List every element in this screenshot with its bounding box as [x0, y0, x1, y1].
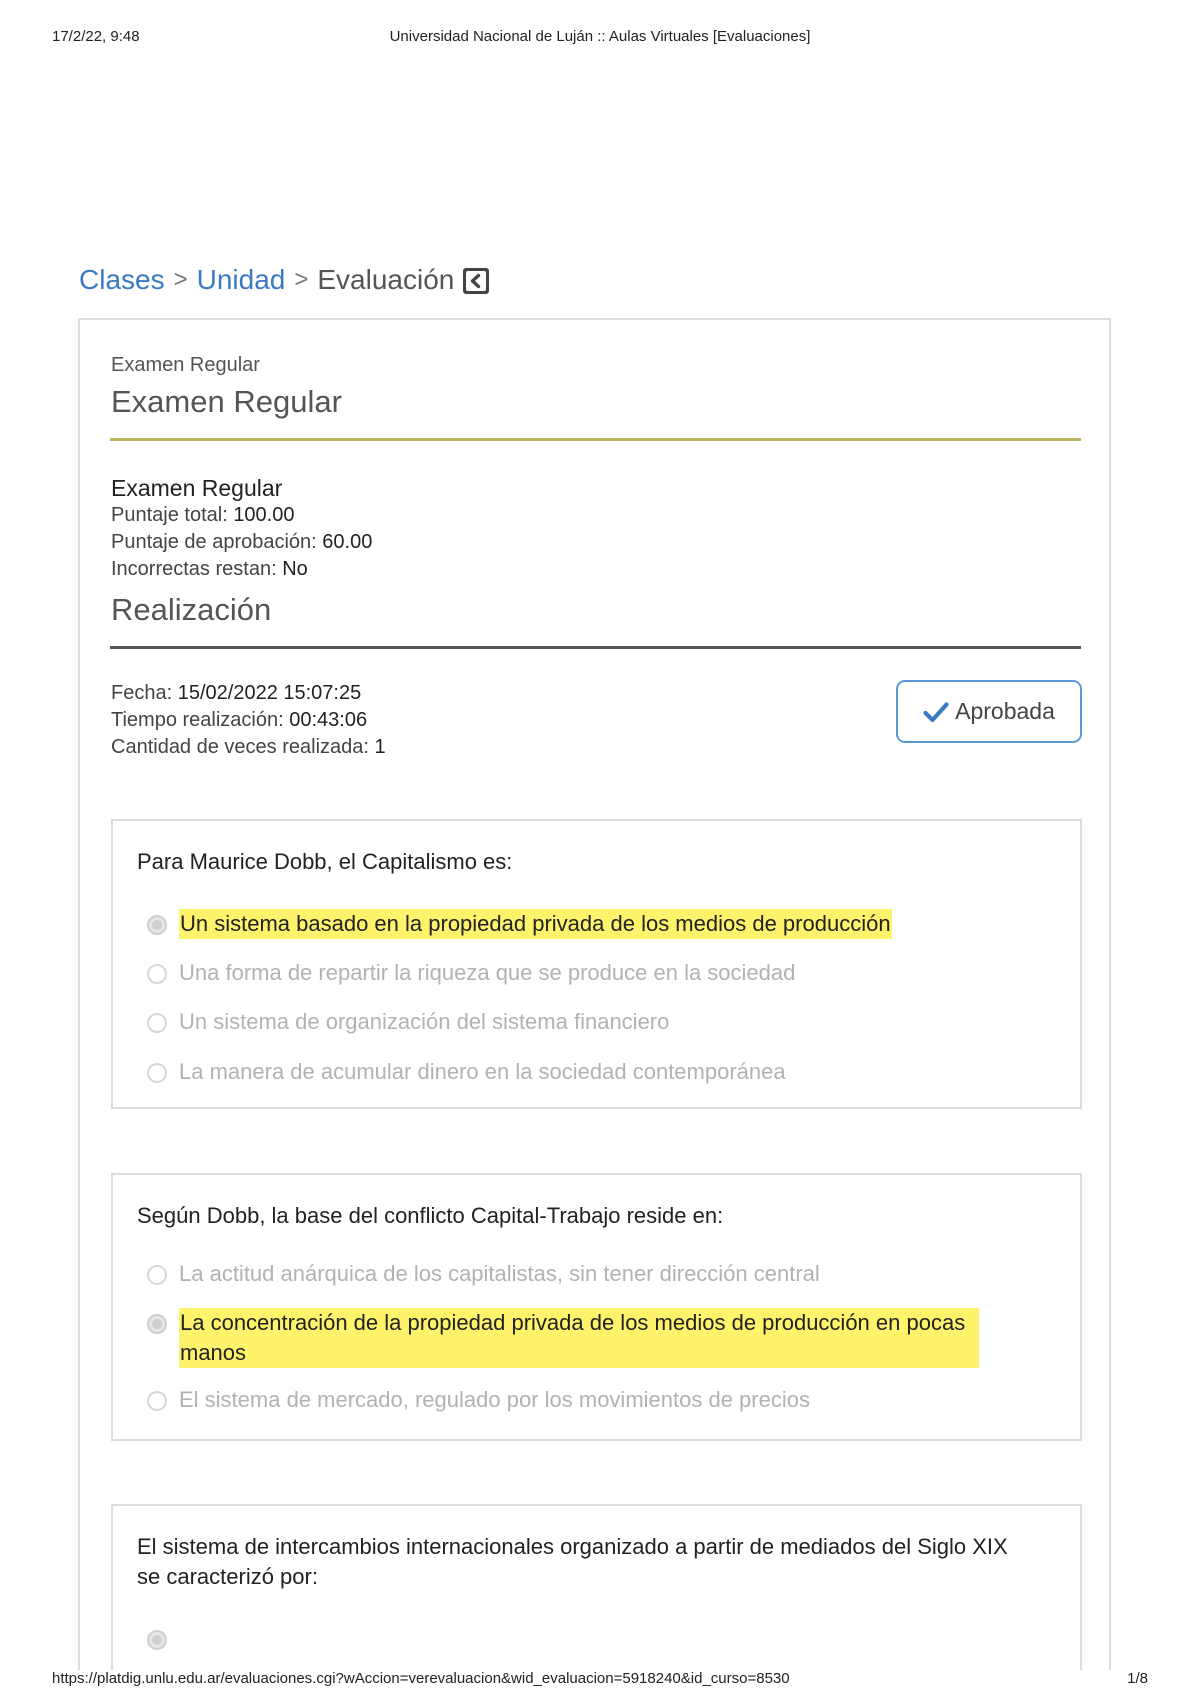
status-label: Aprobada: [955, 698, 1055, 724]
print-date: 17/2/22, 9:48: [52, 28, 140, 45]
realizacion-info: [111, 680, 386, 761]
incorrectas-value: No: [282, 558, 308, 580]
puntaje-aprobacion-row: [111, 529, 372, 556]
radio-icon[interactable]: [147, 1391, 167, 1411]
tiempo-row: [111, 707, 386, 734]
puntaje-total-label: Puntaje total:: [111, 504, 228, 526]
cantidad-value: 1: [374, 736, 386, 758]
print-page-title: Universidad Nacional de Luján :: Aulas Virtuales [Evaluaciones]: [389, 28, 811, 45]
exam-info-heading: Examen Regular: [111, 475, 283, 501]
tiempo-value: 00:43:06: [289, 709, 368, 731]
question-card: [111, 1504, 1082, 1670]
question-card: [111, 1173, 1082, 1441]
print-footer: [52, 1670, 1148, 1690]
exam-info: [111, 474, 372, 583]
radio-icon[interactable]: [147, 1063, 167, 1083]
realizacion-divider: [110, 646, 1081, 649]
page-number: 1/8: [1127, 1670, 1148, 1687]
status-aprobada-button[interactable]: [896, 680, 1082, 743]
title-divider: [110, 438, 1081, 441]
breadcrumb-current: Evaluación: [317, 264, 455, 295]
answer-text: Un sistema de organización del sistema financiero: [179, 1009, 670, 1034]
answer-option[interactable]: [147, 1007, 1020, 1037]
incorrectas-label: Incorrectas restan:: [111, 558, 277, 580]
answer-option-selected[interactable]: [147, 1624, 1020, 1650]
breadcrumb-separator: >: [294, 266, 309, 293]
tiempo-label: Tiempo realización:: [111, 709, 284, 731]
puntaje-total-row: [111, 502, 372, 529]
puntaje-aprobacion-value: 60.00: [322, 531, 373, 553]
answer-text: La manera de acumular dinero en la sociedad contemporánea: [179, 1059, 786, 1084]
question-text: Según Dobb, la base del conflicto Capital-Trabajo reside en:: [137, 1203, 724, 1228]
answer-option[interactable]: [147, 1057, 1020, 1087]
radio-selected-icon[interactable]: [147, 915, 167, 935]
print-header: [52, 28, 1148, 50]
back-icon[interactable]: [463, 268, 489, 294]
answer-text: La actitud anárquica de los capitalistas, sin tener dirección central: [179, 1261, 820, 1286]
answer-text: El sistema de mercado, regulado por los movimientos de precios: [179, 1387, 810, 1412]
answer-option[interactable]: [147, 1259, 1020, 1289]
radio-icon[interactable]: [147, 1013, 167, 1033]
question-text: El sistema de intercambios internacionales organizado a partir de mediados del Siglo XIX se caracterizó por:: [137, 1534, 1008, 1589]
fecha-row: [111, 680, 386, 707]
fecha-label: Fecha:: [111, 682, 173, 704]
question-text: Para Maurice Dobb, el Capitalismo es:: [137, 849, 513, 874]
cantidad-row: [111, 734, 386, 761]
answer-option[interactable]: [147, 1385, 1020, 1415]
cantidad-label: Cantidad de veces realizada:: [111, 736, 369, 758]
question-card: [111, 819, 1082, 1109]
answer-option-selected[interactable]: [147, 909, 1020, 939]
breadcrumb-unidad-link[interactable]: Unidad: [196, 264, 286, 295]
radio-icon[interactable]: [147, 1265, 167, 1285]
evaluation-panel: [78, 318, 1111, 1670]
incorrectas-row: [111, 556, 372, 583]
radio-selected-icon[interactable]: [147, 1630, 167, 1650]
breadcrumb-separator: >: [173, 266, 188, 293]
answer-text: La concentración de la propiedad privada de los medios de producción en pocas manos: [179, 1308, 979, 1368]
radio-icon[interactable]: [147, 964, 167, 984]
puntaje-aprobacion-label: Puntaje de aprobación:: [111, 531, 317, 553]
exam-subtitle: Examen Regular: [111, 354, 260, 376]
exam-title: Examen Regular: [111, 384, 342, 419]
breadcrumb-clases-link[interactable]: Clases: [79, 264, 165, 295]
print-url: https://platdig.unlu.edu.ar/evaluaciones.cgi?wAccion=verevaluacion&wid_evaluacion=5918240&id_curso=8530: [52, 1670, 790, 1687]
answer-text: Un sistema basado en la propiedad privada de los medios de producción: [179, 909, 892, 939]
fecha-value: 15/02/2022 15:07:25: [177, 682, 362, 704]
answer-text: Una forma de repartir la riqueza que se produce en la sociedad: [179, 960, 796, 985]
answer-option[interactable]: [147, 958, 1020, 988]
breadcrumb: [79, 264, 489, 296]
radio-selected-icon[interactable]: [147, 1314, 167, 1334]
check-icon: [923, 701, 949, 723]
realizacion-title: Realización: [111, 592, 272, 627]
puntaje-total-value: 100.00: [233, 504, 295, 526]
answer-option-selected[interactable]: [147, 1308, 1020, 1368]
